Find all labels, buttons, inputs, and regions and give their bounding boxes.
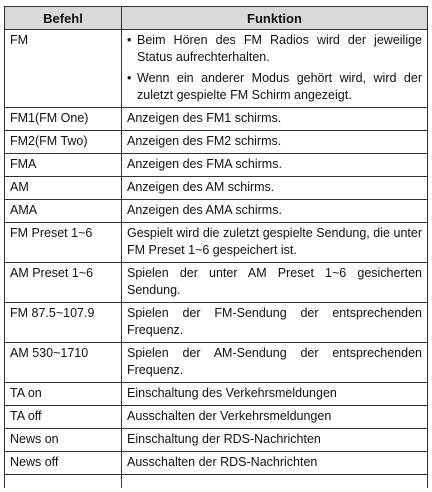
command-cell: FM 87.5~107.9 bbox=[5, 303, 122, 343]
table-row bbox=[5, 343, 428, 383]
function-cell: Spielen der FM-Sendung der entsprechenden Frequenz. bbox=[122, 303, 428, 343]
table-row bbox=[5, 108, 428, 131]
function-cell: Gespielt wird die zuletzt gespielte Sendung, die unter FM Preset 1~6 gespeichert ist. bbox=[122, 223, 428, 263]
table-row bbox=[5, 223, 428, 263]
command-cell: FM Preset 1~6 bbox=[5, 223, 122, 263]
bullet-text: Beim Hören des FM Radios wird der jeweilige Status aufrechterhalten. bbox=[137, 33, 422, 64]
bullet-item bbox=[127, 70, 422, 104]
function-cell: Spielen der unter AM Preset 1~6 gesicherten Sendung. bbox=[122, 263, 428, 303]
table-row bbox=[5, 452, 428, 475]
command-cell: FM1(FM One) bbox=[5, 108, 122, 131]
header-befehl: Befehl bbox=[5, 7, 122, 30]
table-tail-row bbox=[5, 475, 428, 489]
table-row bbox=[5, 429, 428, 452]
table-row bbox=[5, 303, 428, 343]
command-cell: TA off bbox=[5, 406, 122, 429]
function-cell: Ausschalten der RDS-Nachrichten bbox=[122, 452, 428, 475]
function-cell: Spielen der AM-Sendung der entsprechenden Frequenz. bbox=[122, 343, 428, 383]
bullet-icon: • bbox=[127, 33, 132, 47]
table-row bbox=[5, 30, 428, 108]
command-cell: FM bbox=[5, 30, 122, 108]
command-cell: AM 530~1710 bbox=[5, 343, 122, 383]
function-cell bbox=[122, 30, 428, 108]
command-table bbox=[4, 6, 428, 488]
bullet-icon: • bbox=[127, 71, 132, 85]
bullet-item bbox=[127, 32, 422, 66]
function-cell: Anzeigen des AMA schirms. bbox=[122, 200, 428, 223]
tail-cell bbox=[5, 475, 122, 489]
table-row bbox=[5, 177, 428, 200]
table-row bbox=[5, 154, 428, 177]
table-row bbox=[5, 131, 428, 154]
tail-cell bbox=[122, 475, 428, 489]
function-cell: Einschaltung der RDS-Nachrichten bbox=[122, 429, 428, 452]
bullet-text: Wenn ein anderer Modus gehört wird, wird der zuletzt gespielte FM Schirm angezeigt. bbox=[137, 71, 422, 102]
command-cell: AM bbox=[5, 177, 122, 200]
function-cell: Ausschalten der Verkehrsmeldungen bbox=[122, 406, 428, 429]
table-row bbox=[5, 263, 428, 303]
table-row bbox=[5, 200, 428, 223]
command-cell: News on bbox=[5, 429, 122, 452]
table-row bbox=[5, 383, 428, 406]
function-cell: Einschaltung des Verkehrsmeldungen bbox=[122, 383, 428, 406]
command-cell: FMA bbox=[5, 154, 122, 177]
command-cell: AM Preset 1~6 bbox=[5, 263, 122, 303]
command-cell: AMA bbox=[5, 200, 122, 223]
function-cell: Anzeigen des FM2 schirms. bbox=[122, 131, 428, 154]
function-cell: Anzeigen des FMA schirms. bbox=[122, 154, 428, 177]
command-cell: News off bbox=[5, 452, 122, 475]
command-cell: TA on bbox=[5, 383, 122, 406]
function-cell: Anzeigen des AM schirms. bbox=[122, 177, 428, 200]
table-header-row bbox=[5, 7, 428, 30]
command-cell: FM2(FM Two) bbox=[5, 131, 122, 154]
header-funktion: Funktion bbox=[122, 7, 428, 30]
function-cell: Anzeigen des FM1 schirms. bbox=[122, 108, 428, 131]
table-row bbox=[5, 406, 428, 429]
